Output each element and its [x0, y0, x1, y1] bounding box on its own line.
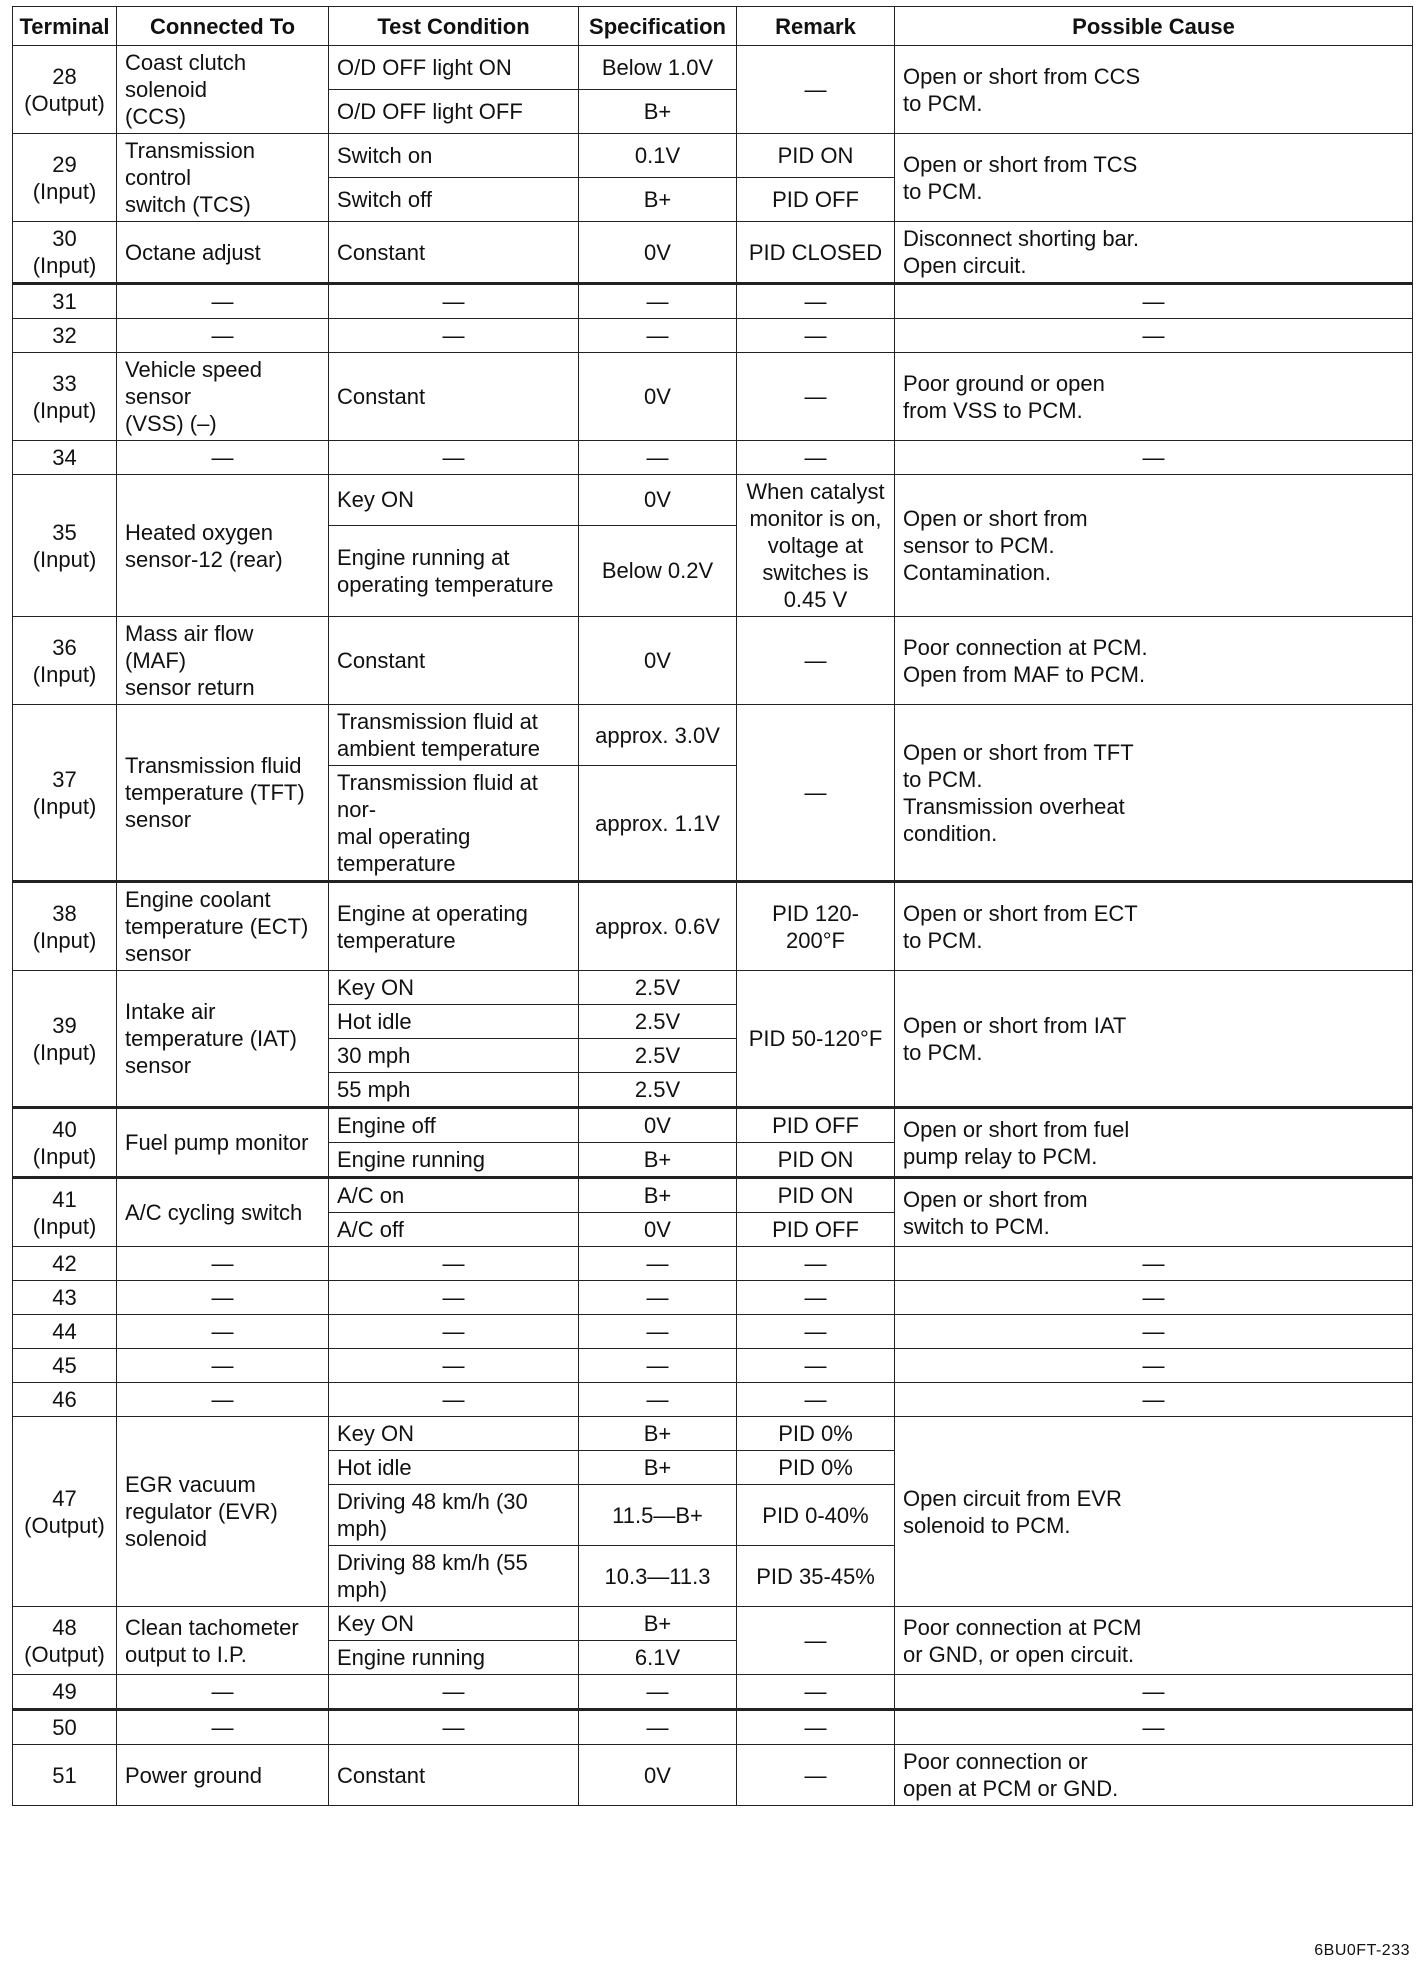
- test-condition-cell: —: [329, 1383, 579, 1417]
- possible-cause-cell: —: [895, 1247, 1413, 1281]
- possible-cause-cell: Open or short from sensor to PCM. Contamination.: [895, 475, 1413, 617]
- specification-cell: —: [579, 1675, 737, 1710]
- remark-cell: PID 0%: [737, 1417, 895, 1451]
- table-row: [13, 1607, 1413, 1641]
- test-condition-cell: 55 mph: [329, 1073, 579, 1108]
- terminal-cell: 33 (Input): [13, 353, 117, 441]
- terminal-cell: 49: [13, 1675, 117, 1710]
- possible-cause-cell: —: [895, 1710, 1413, 1745]
- remark-cell: PID ON: [737, 1143, 895, 1178]
- terminal-cell: 34: [13, 441, 117, 475]
- possible-cause-cell: —: [895, 1281, 1413, 1315]
- connected-to-cell: —: [117, 1710, 329, 1745]
- specification-cell: approx. 0.6V: [579, 882, 737, 971]
- specification-cell: B+: [579, 1417, 737, 1451]
- terminal-cell: 43: [13, 1281, 117, 1315]
- remark-cell: PID OFF: [737, 178, 895, 222]
- remark-cell: —: [737, 705, 895, 882]
- connected-to-cell: —: [117, 319, 329, 353]
- connected-to-cell: Fuel pump monitor: [117, 1108, 329, 1178]
- test-condition-cell: Driving 48 km/h (30 mph): [329, 1485, 579, 1546]
- connected-to-cell: —: [117, 441, 329, 475]
- table-row: [13, 1315, 1413, 1349]
- test-condition-cell: Constant: [329, 353, 579, 441]
- possible-cause-cell: Open or short from TCS to PCM.: [895, 134, 1413, 222]
- terminal-cell: 44: [13, 1315, 117, 1349]
- table-row: [13, 971, 1413, 1005]
- connected-to-cell: —: [117, 1383, 329, 1417]
- specification-cell: 0V: [579, 353, 737, 441]
- specification-cell: 0.1V: [579, 134, 737, 178]
- test-condition-cell: —: [329, 1247, 579, 1281]
- table-row: [13, 134, 1413, 178]
- remark-cell: —: [737, 46, 895, 134]
- remark-cell: PID 35-45%: [737, 1546, 895, 1607]
- connected-to-cell: —: [117, 1315, 329, 1349]
- connected-to-cell: —: [117, 1349, 329, 1383]
- specification-cell: approx. 1.1V: [579, 766, 737, 882]
- remark-cell: PID 0-40%: [737, 1485, 895, 1546]
- possible-cause-cell: Open circuit from EVR solenoid to PCM.: [895, 1417, 1413, 1607]
- specification-cell: Below 0.2V: [579, 525, 737, 616]
- connected-to-cell: Vehicle speed sensor (VSS) (–): [117, 353, 329, 441]
- header-possible-cause: Possible Cause: [895, 7, 1413, 46]
- table-row: [13, 1281, 1413, 1315]
- specification-cell: 0V: [579, 475, 737, 526]
- terminal-cell: 35 (Input): [13, 475, 117, 617]
- specification-cell: Below 1.0V: [579, 46, 737, 90]
- connected-to-cell: Mass air flow (MAF) sensor return: [117, 617, 329, 705]
- terminal-cell: 46: [13, 1383, 117, 1417]
- possible-cause-cell: Open or short from IAT to PCM.: [895, 971, 1413, 1108]
- remark-cell: PID ON: [737, 1178, 895, 1213]
- remark-cell: PID OFF: [737, 1213, 895, 1247]
- header-specification: Specification: [579, 7, 737, 46]
- terminal-cell: 47 (Output): [13, 1417, 117, 1607]
- table-row: [13, 46, 1413, 90]
- header-remark: Remark: [737, 7, 895, 46]
- remark-cell: —: [737, 1383, 895, 1417]
- test-condition-cell: —: [329, 319, 579, 353]
- test-condition-cell: O/D OFF light ON: [329, 46, 579, 90]
- remark-cell: —: [737, 617, 895, 705]
- possible-cause-cell: Open or short from fuel pump relay to PCM.: [895, 1108, 1413, 1178]
- possible-cause-cell: Poor connection or open at PCM or GND.: [895, 1745, 1413, 1806]
- possible-cause-cell: —: [895, 441, 1413, 475]
- specification-cell: 2.5V: [579, 1073, 737, 1108]
- specification-cell: 6.1V: [579, 1641, 737, 1675]
- test-condition-cell: Transmission fluid at nor- mal operating temperature: [329, 766, 579, 882]
- specification-cell: B+: [579, 1451, 737, 1485]
- remark-cell: PID 0%: [737, 1451, 895, 1485]
- table-row: [13, 1383, 1413, 1417]
- terminal-cell: 28 (Output): [13, 46, 117, 134]
- table-row: [13, 617, 1413, 705]
- specification-cell: —: [579, 284, 737, 319]
- terminal-cell: 42: [13, 1247, 117, 1281]
- table-row: [13, 882, 1413, 971]
- specification-cell: B+: [579, 178, 737, 222]
- connected-to-cell: —: [117, 1247, 329, 1281]
- possible-cause-cell: —: [895, 1315, 1413, 1349]
- terminal-cell: 31: [13, 284, 117, 319]
- terminal-cell: 41 (Input): [13, 1178, 117, 1247]
- specification-cell: —: [579, 319, 737, 353]
- specification-cell: B+: [579, 90, 737, 134]
- possible-cause-cell: —: [895, 1675, 1413, 1710]
- specification-cell: B+: [579, 1607, 737, 1641]
- figure-code: 6BU0FT-233: [1314, 1942, 1410, 1959]
- specification-cell: approx. 3.0V: [579, 705, 737, 766]
- remark-cell: —: [737, 1247, 895, 1281]
- test-condition-cell: Key ON: [329, 475, 579, 526]
- test-condition-cell: Key ON: [329, 1607, 579, 1641]
- remark-cell: —: [737, 1745, 895, 1806]
- possible-cause-cell: Poor connection at PCM. Open from MAF to PCM.: [895, 617, 1413, 705]
- specification-cell: 0V: [579, 1213, 737, 1247]
- test-condition-cell: A/C on: [329, 1178, 579, 1213]
- specification-cell: 0V: [579, 222, 737, 284]
- specification-cell: 2.5V: [579, 1005, 737, 1039]
- possible-cause-cell: Poor connection at PCM or GND, or open circuit.: [895, 1607, 1413, 1675]
- specification-cell: 2.5V: [579, 1039, 737, 1073]
- specification-cell: —: [579, 1315, 737, 1349]
- header-terminal: Terminal: [13, 7, 117, 46]
- remark-cell: —: [737, 1675, 895, 1710]
- possible-cause-cell: —: [895, 284, 1413, 319]
- test-condition-cell: Constant: [329, 617, 579, 705]
- test-condition-cell: Hot idle: [329, 1451, 579, 1485]
- table-row: [13, 1247, 1413, 1281]
- remark-cell: PID 120-200°F: [737, 882, 895, 971]
- test-condition-cell: —: [329, 1710, 579, 1745]
- test-condition-cell: Key ON: [329, 1417, 579, 1451]
- specification-cell: 0V: [579, 1108, 737, 1143]
- test-condition-cell: —: [329, 441, 579, 475]
- table-row: [13, 1349, 1413, 1383]
- terminal-cell: 48 (Output): [13, 1607, 117, 1675]
- connected-to-cell: Engine coolant temperature (ECT) sensor: [117, 882, 329, 971]
- specification-cell: 11.5—B+: [579, 1485, 737, 1546]
- remark-cell: —: [737, 353, 895, 441]
- test-condition-cell: 30 mph: [329, 1039, 579, 1073]
- test-condition-cell: Driving 88 km/h (55 mph): [329, 1546, 579, 1607]
- connected-to-cell: Clean tachometer output to I.P.: [117, 1607, 329, 1675]
- test-condition-cell: —: [329, 1315, 579, 1349]
- terminal-cell: 36 (Input): [13, 617, 117, 705]
- test-condition-cell: —: [329, 1281, 579, 1315]
- remark-cell: —: [737, 1710, 895, 1745]
- specification-cell: —: [579, 1710, 737, 1745]
- table-row: [13, 1178, 1413, 1213]
- possible-cause-cell: —: [895, 1383, 1413, 1417]
- remark-cell: —: [737, 1315, 895, 1349]
- table-row: [13, 1417, 1413, 1451]
- remark-cell: PID CLOSED: [737, 222, 895, 284]
- table-row: [13, 475, 1413, 526]
- test-condition-cell: Hot idle: [329, 1005, 579, 1039]
- possible-cause-cell: Open or short from TFT to PCM. Transmission overheat condition.: [895, 705, 1413, 882]
- specification-cell: 2.5V: [579, 971, 737, 1005]
- table-row: [13, 284, 1413, 319]
- connected-to-cell: —: [117, 1281, 329, 1315]
- table-row: [13, 1108, 1413, 1143]
- possible-cause-cell: Poor ground or open from VSS to PCM.: [895, 353, 1413, 441]
- specification-cell: B+: [579, 1143, 737, 1178]
- specification-cell: —: [579, 1281, 737, 1315]
- specification-cell: 10.3—11.3: [579, 1546, 737, 1607]
- connected-to-cell: Power ground: [117, 1745, 329, 1806]
- terminal-cell: 45: [13, 1349, 117, 1383]
- remark-cell: When catalyst monitor is on, voltage at switches is 0.45 V: [737, 475, 895, 617]
- test-condition-cell: —: [329, 284, 579, 319]
- terminal-cell: 30 (Input): [13, 222, 117, 284]
- specification-cell: —: [579, 1349, 737, 1383]
- remark-cell: PID 50-120°F: [737, 971, 895, 1108]
- possible-cause-cell: Disconnect shorting bar. Open circuit.: [895, 222, 1413, 284]
- possible-cause-cell: Open or short from ECT to PCM.: [895, 882, 1413, 971]
- specification-cell: —: [579, 1383, 737, 1417]
- test-condition-cell: Engine running at operating temperature: [329, 525, 579, 616]
- connected-to-cell: Transmission control switch (TCS): [117, 134, 329, 222]
- test-condition-cell: O/D OFF light OFF: [329, 90, 579, 134]
- test-condition-cell: Engine at operating temperature: [329, 882, 579, 971]
- connected-to-cell: Intake air temperature (IAT) sensor: [117, 971, 329, 1108]
- test-condition-cell: Constant: [329, 222, 579, 284]
- terminal-cell: 51: [13, 1745, 117, 1806]
- table-row: [13, 1675, 1413, 1710]
- test-condition-cell: Switch off: [329, 178, 579, 222]
- table-body: [13, 46, 1413, 1806]
- terminal-spec-table: [12, 6, 1413, 1806]
- test-condition-cell: —: [329, 1675, 579, 1710]
- header-test-condition: Test Condition: [329, 7, 579, 46]
- specification-cell: B+: [579, 1178, 737, 1213]
- test-condition-cell: —: [329, 1349, 579, 1383]
- table-row: [13, 1710, 1413, 1745]
- table-row: [13, 319, 1413, 353]
- possible-cause-cell: Open or short from CCS to PCM.: [895, 46, 1413, 134]
- remark-cell: —: [737, 319, 895, 353]
- remark-cell: —: [737, 1607, 895, 1675]
- connected-to-cell: EGR vacuum regulator (EVR) solenoid: [117, 1417, 329, 1607]
- table-row: [13, 353, 1413, 441]
- connected-to-cell: Octane adjust: [117, 222, 329, 284]
- terminal-cell: 29 (Input): [13, 134, 117, 222]
- table-row: [13, 705, 1413, 766]
- possible-cause-cell: —: [895, 1349, 1413, 1383]
- test-condition-cell: Switch on: [329, 134, 579, 178]
- specification-cell: —: [579, 1247, 737, 1281]
- test-condition-cell: Key ON: [329, 971, 579, 1005]
- remark-cell: —: [737, 441, 895, 475]
- terminal-spec-sheet: [12, 6, 1412, 1806]
- connected-to-cell: —: [117, 284, 329, 319]
- connected-to-cell: Transmission fluid temperature (TFT) sensor: [117, 705, 329, 882]
- connected-to-cell: Coast clutch solenoid (CCS): [117, 46, 329, 134]
- header-connected-to: Connected To: [117, 7, 329, 46]
- possible-cause-cell: —: [895, 319, 1413, 353]
- table-row: [13, 1745, 1413, 1806]
- test-condition-cell: Engine running: [329, 1641, 579, 1675]
- test-condition-cell: Engine off: [329, 1108, 579, 1143]
- table-row: [13, 222, 1413, 284]
- remark-cell: —: [737, 1349, 895, 1383]
- remark-cell: PID OFF: [737, 1108, 895, 1143]
- table-header-row: [13, 7, 1413, 46]
- connected-to-cell: —: [117, 1675, 329, 1710]
- terminal-cell: 39 (Input): [13, 971, 117, 1108]
- remark-cell: PID ON: [737, 134, 895, 178]
- terminal-cell: 40 (Input): [13, 1108, 117, 1178]
- test-condition-cell: A/C off: [329, 1213, 579, 1247]
- specification-cell: 0V: [579, 617, 737, 705]
- connected-to-cell: A/C cycling switch: [117, 1178, 329, 1247]
- terminal-cell: 50: [13, 1710, 117, 1745]
- test-condition-cell: Transmission fluid at ambient temperature: [329, 705, 579, 766]
- terminal-cell: 37 (Input): [13, 705, 117, 882]
- possible-cause-cell: Open or short from switch to PCM.: [895, 1178, 1413, 1247]
- terminal-cell: 32: [13, 319, 117, 353]
- terminal-cell: 38 (Input): [13, 882, 117, 971]
- table-row: [13, 441, 1413, 475]
- connected-to-cell: Heated oxygen sensor-12 (rear): [117, 475, 329, 617]
- test-condition-cell: Engine running: [329, 1143, 579, 1178]
- remark-cell: —: [737, 284, 895, 319]
- specification-cell: —: [579, 441, 737, 475]
- remark-cell: —: [737, 1281, 895, 1315]
- test-condition-cell: Constant: [329, 1745, 579, 1806]
- specification-cell: 0V: [579, 1745, 737, 1806]
